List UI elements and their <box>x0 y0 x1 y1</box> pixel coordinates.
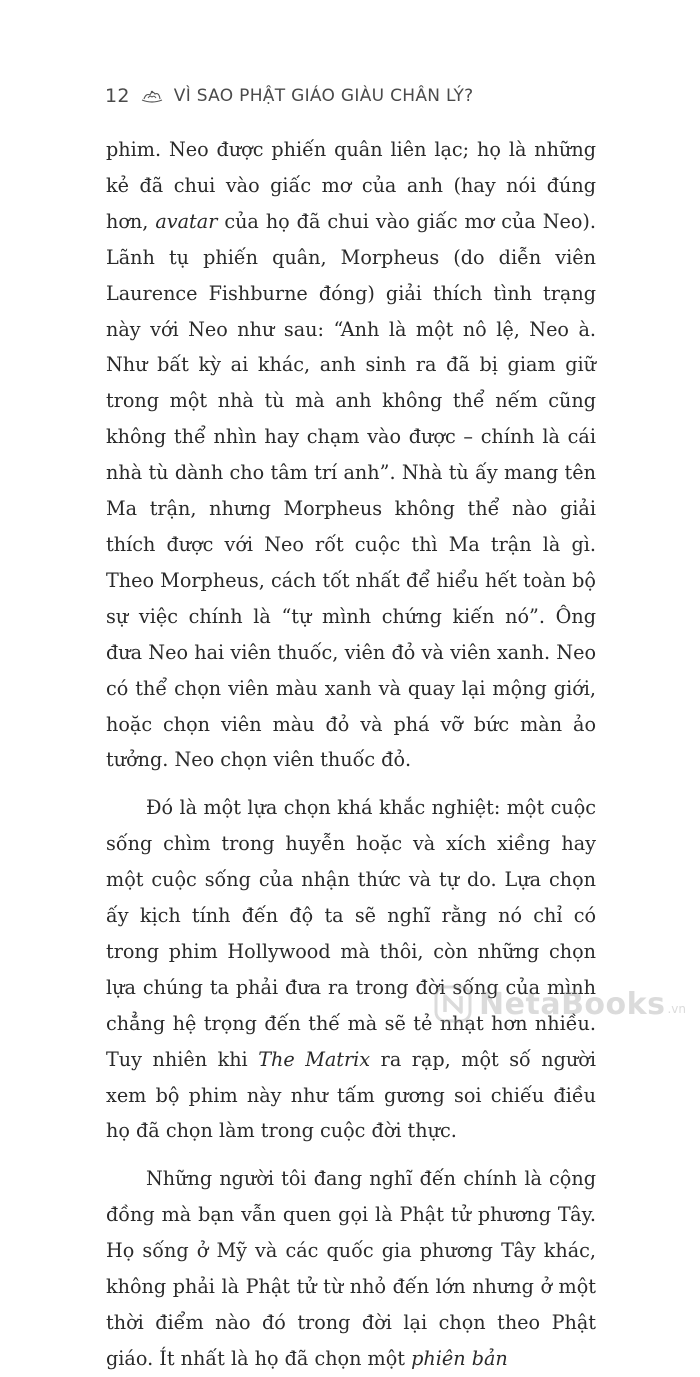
paragraph-1 <box>106 132 596 778</box>
paragraph-3 <box>106 1161 596 1376</box>
paragraph-2-text-b: ra rạp, một số người xem bộ phim này như tấm gương soi chiếu điều họ đã chọn làm trong cuộc đời thực. <box>106 1047 596 1143</box>
watermark <box>433 984 686 1024</box>
paragraph-2-italic: The Matrix <box>258 1047 371 1071</box>
watermark-tld: .vn <box>667 1002 686 1016</box>
running-header <box>105 85 474 107</box>
running-header-title: VÌ SAO PHẬT GIÁO GIÀU CHÂN LÝ? <box>173 86 474 106</box>
paragraph-2-text-a: Đó là một lựa chọn khá khắc nghiệt: một cuộc sống chìm trong huyễn hoặc và xích xiềng hay một cuộc sống của nhận thức và tự do. Lựa chọn ấy kịch tính đến độ ta sẽ nghĩ rằng nó chỉ có trong phim Hollywood mà thôi, còn những chọn lựa chúng ta phải đưa ra trong đời sống của mình chẳng hệ trọng đến thế mà sẽ tẻ nhạt hơn nhiều. Tuy nhiên khi <box>106 796 596 1071</box>
body-text <box>106 132 596 1377</box>
paragraph-2 <box>106 790 596 1149</box>
paragraph-3-italic: phiên bản <box>411 1346 508 1370</box>
watermark-brand: NetaBooks <box>479 986 666 1022</box>
lotus-ornament-icon <box>140 88 164 104</box>
paragraph-1-text-b: của họ đã chui vào giấc mơ của Neo). Lãnh tụ phiến quân, Morpheus (do diễn viên Laurence Fishburne đóng) giải thích tình trạng này với Neo như sau: “Anh là một nô lệ, Neo à. Như bất kỳ ai khác, anh sinh ra đã bị giam giữ trong một nhà tù mà anh không thể nếm cũng không thể nhìn hay chạm vào được – chính là cái nhà tù dành cho tâm trí anh”. Nhà tù ấy mang tên Ma trận, nhưng Morpheus không thể nào giải thích được với Neo rốt cuộc thì Ma trận là gì. Theo Morpheus, cách tốt nhất để hiểu hết toàn bộ sự việc chính là “tự mình chứng kiến nó”. Ông đưa Neo hai viên thuốc, viên đỏ và viên xanh. Neo có thể chọn viên màu xanh và quay lại mộng giới, hoặc chọn viên màu đỏ và phá vỡ bức màn ảo tưởng. Neo chọn viên thuốc đỏ. <box>106 209 597 772</box>
paragraph-1-italic: avatar <box>155 209 218 233</box>
netabooks-logo-icon <box>433 984 473 1024</box>
page-number: 12 <box>105 85 130 107</box>
paragraph-3-text-a: Những người tôi đang nghĩ đến chính là cộng đồng mà bạn vẫn quen gọi là Phật tử phương Tây. Họ sống ở Mỹ và các quốc gia phương Tây khác, không phải là Phật tử từ nhỏ đến lớn nhưng ở một thời điểm nào đó trong đời lại chọn theo Phật giáo. Ít nhất là họ đã chọn một <box>106 1167 596 1370</box>
paragraph-1-text-a: phim. Neo được phiến quân liên lạc; họ là những kẻ đã chui vào giấc mơ của anh (hay nói đúng hơn, <box>106 138 596 233</box>
